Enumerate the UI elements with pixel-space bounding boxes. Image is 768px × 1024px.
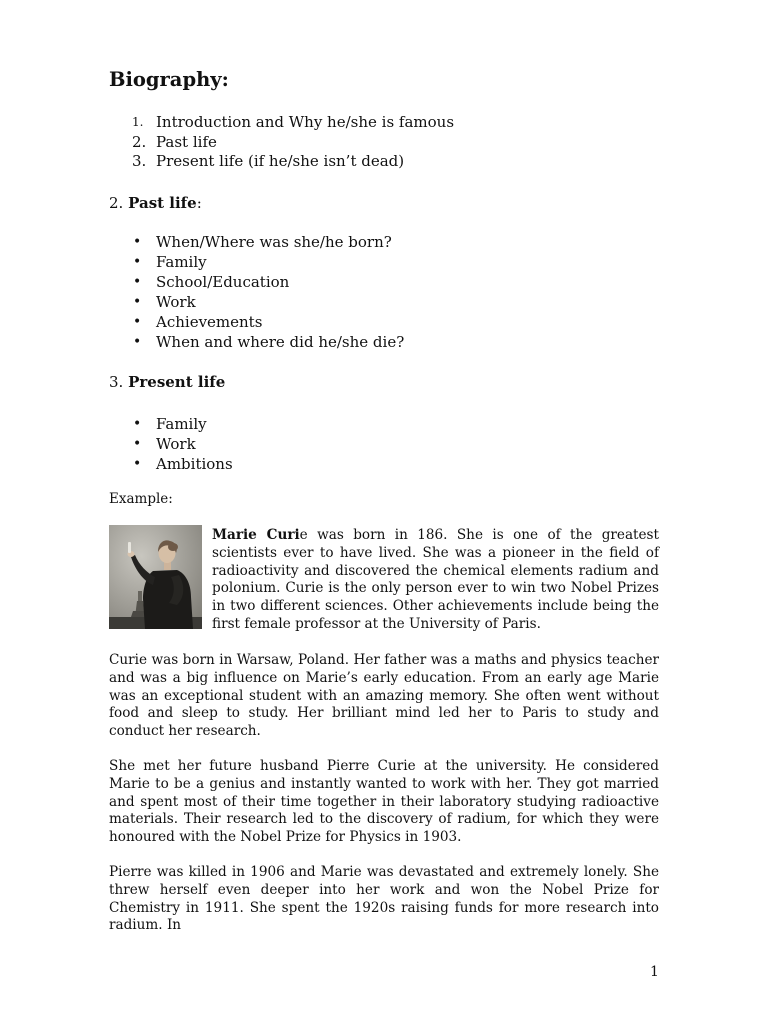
bullet-icon: • <box>133 234 142 250</box>
list-item: • Work <box>133 435 196 453</box>
bullet-icon: • <box>133 456 142 472</box>
list-item: • When/Where was she/he born? <box>133 233 392 251</box>
body-paragraph: She met her future husband Pierre Curie at the university. He considered Marie to be a genius and instantly wanted to work with her. They got married and spent most of their time together in their laboratory studying radioactive materials. Their research led to the discovery of radium, for which they were honoured with the Nobel Prize for Physics in 1903. <box>109 758 659 846</box>
list-item: • Family <box>133 253 207 271</box>
outline-list <box>109 113 454 172</box>
bullet-icon: • <box>133 314 142 330</box>
example-label: Example: <box>109 491 173 507</box>
list-item: • When and where did he/she die? <box>133 333 405 351</box>
list-item: • Work <box>133 293 196 311</box>
body-paragraph: Curie was born in Warsaw, Poland. Her father was a maths and physics teacher and was a big influence on Marie’s early education. From an early age Marie was an exceptional student with an amazing memory. She often went without food and sleep to study. Her brilliant mind led her to Paris to study and conduct her research. <box>109 652 659 740</box>
outline-text: Introduction and Why he/she is famous <box>156 113 455 131</box>
intro-paragraph: Marie Curie was born in 186. She is one of the greatest scientists ever to have lived. She was a pioneer in the field of radioactivity and discovered the chemical elements radium and polonium. Curie is the only person ever to win two Nobel Prizes in two different sciences. Other achievements include being the first female professor at the University of Paris. <box>212 527 659 632</box>
outline-item <box>109 113 454 133</box>
outline-number: 1. <box>132 115 144 129</box>
section-suffix: : <box>196 194 202 212</box>
present-life-list <box>109 414 233 474</box>
section-number: 3. <box>109 373 124 391</box>
subject-name: Marie Curi <box>212 527 300 543</box>
section-number: 2. <box>109 194 124 212</box>
bullet-icon: • <box>133 416 142 432</box>
bullet-icon: • <box>133 254 142 270</box>
present-life-heading <box>109 372 225 392</box>
bullet-icon: • <box>133 334 142 350</box>
past-life-list <box>109 232 404 352</box>
list-item: • Achievements <box>133 313 263 331</box>
outline-item <box>109 152 454 172</box>
section-title: Present life <box>128 373 226 391</box>
bullet-icon: • <box>133 274 142 290</box>
bullet-icon: • <box>133 436 142 452</box>
list-item: • Ambitions <box>133 455 233 473</box>
outline-text: Present life (if he/she isn’t dead) <box>156 152 405 170</box>
outline-item <box>109 133 454 153</box>
outline-text: Past life <box>156 132 217 151</box>
bullet-icon: • <box>133 294 142 310</box>
body-paragraph: Pierre was killed in 1906 and Marie was devastated and extremely lonely. She threw herself even deeper into her work and won the Nobel Prize for Chemistry in 1911. She spent the 1920s raising funds for more research into radium. In <box>109 864 659 934</box>
list-item: • Family <box>133 415 207 433</box>
list-item: • School/Education <box>133 273 290 291</box>
portrait-illustration <box>109 525 202 629</box>
past-life-heading <box>109 193 202 213</box>
marie-curie-portrait <box>109 525 202 629</box>
outline-number: 2. <box>132 132 147 151</box>
section-title: Past life <box>128 194 197 212</box>
page-number: 1 <box>650 964 659 980</box>
outline-number: 3. <box>132 152 147 170</box>
page-title: Biography: <box>109 68 229 91</box>
